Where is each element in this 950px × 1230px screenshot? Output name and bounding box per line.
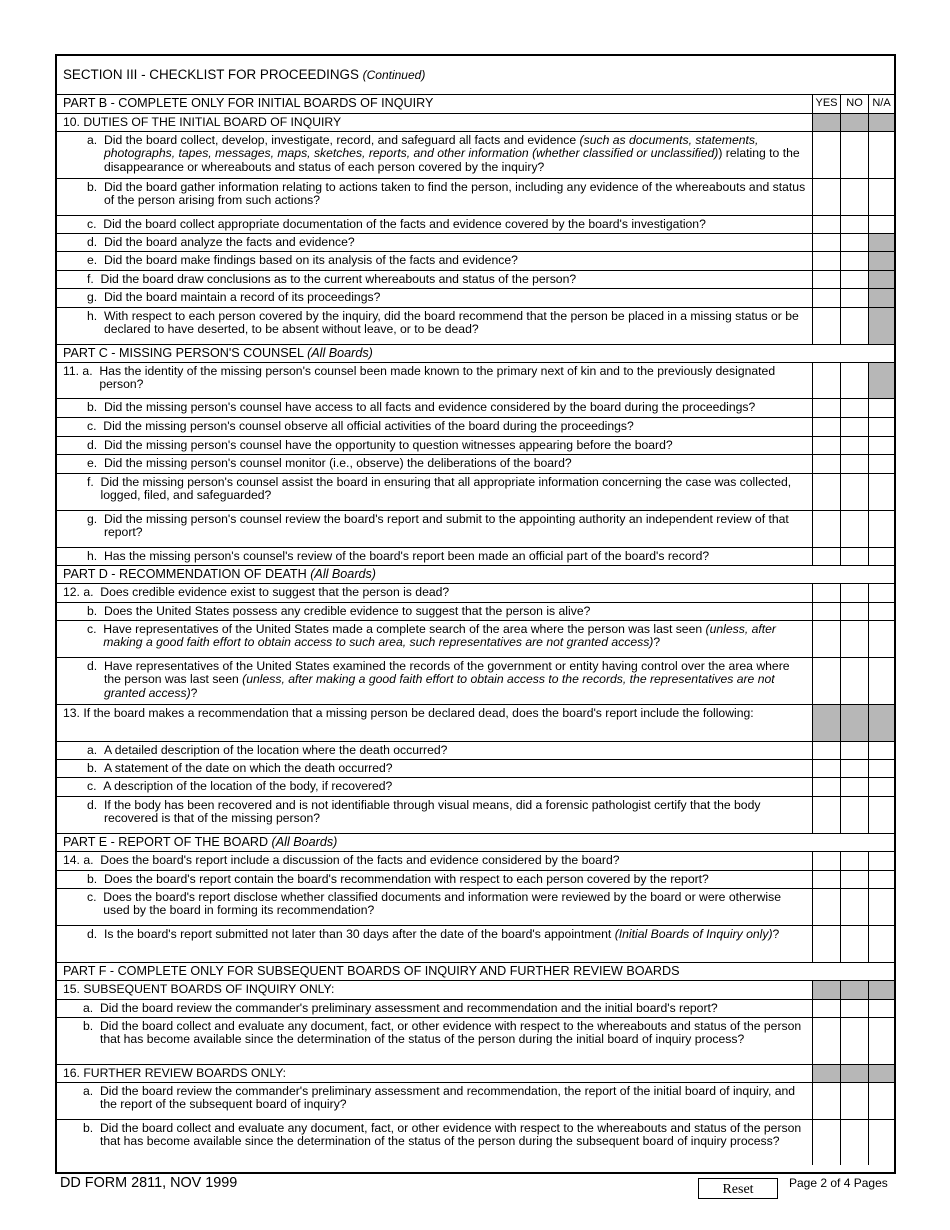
question-number: b. [87, 180, 104, 194]
na-checkbox [868, 252, 894, 270]
yes-checkbox[interactable] [812, 474, 840, 510]
yes-checkbox[interactable] [812, 797, 840, 833]
checklist-row [57, 288, 894, 307]
question-body: Did the board maintain a record of its proceedings? [103, 290, 381, 304]
question-body: 10. DUTIES OF THE INITIAL BOARD OF INQUIRY [63, 115, 342, 129]
checklist-row [57, 251, 894, 270]
section-title-row [57, 56, 894, 94]
question-text [57, 474, 813, 510]
na-checkbox[interactable] [868, 760, 894, 777]
part-header-text [57, 834, 894, 851]
no-checkbox[interactable] [840, 289, 868, 307]
no-checkbox[interactable] [840, 871, 868, 888]
question-text [57, 363, 813, 398]
question-text [57, 1018, 813, 1064]
question-body: Have representatives of the United States made a complete search of the area where the person was last seen (unless, after making a good faith effort to obtain access to such area, such representatives are not granted access)? [103, 622, 776, 650]
question-number: c. [87, 217, 104, 231]
question-body: Did the missing person's counsel review the board's report and submit to the appointing authority an independent review of that report? [103, 512, 789, 540]
checklist-row [57, 233, 894, 251]
yes-checkbox[interactable] [812, 778, 840, 796]
no-checkbox [840, 705, 868, 741]
question-number: a. [87, 743, 104, 757]
no-checkbox[interactable] [840, 584, 868, 602]
no-checkbox[interactable] [840, 760, 868, 777]
yes-column-label: YES [812, 95, 840, 113]
na-checkbox [868, 705, 894, 741]
question-body: Did the board collect and evaluate any document, fact, or other evidence with respect to the whereabouts and status of the person that has become available since the determination of the status of the person during the subsequent board of inquiry process? [99, 1121, 802, 1149]
part-header-row [57, 962, 894, 980]
no-checkbox[interactable] [840, 179, 868, 215]
checklist-row [57, 583, 894, 602]
question-body: Did the board collect and evaluate any document, fact, or other evidence with respect to the whereabouts and status of the person that has become available since the determination of the status of the person during the initial board of inquiry process? [99, 1019, 802, 1047]
question-number: a. [83, 1084, 100, 1098]
question-number: b. [87, 872, 104, 886]
question-body: PART F - COMPLETE ONLY FOR SUBSEQUENT BOARDS OF INQUIRY AND FURTHER REVIEW BOARDS [63, 964, 680, 978]
form-id: DD FORM 2811, NOV 1999 [60, 1175, 238, 1191]
no-checkbox[interactable] [840, 852, 868, 870]
yes-checkbox[interactable] [812, 216, 840, 233]
checklist-row [57, 704, 894, 741]
na-checkbox[interactable] [868, 797, 894, 833]
question-text [57, 742, 813, 759]
yes-checkbox[interactable] [812, 658, 840, 704]
yes-checkbox[interactable] [812, 1120, 840, 1165]
yes-checkbox[interactable] [812, 132, 840, 178]
question-body: Does the board's report include a discussion of the facts and evidence considered by the board? [100, 853, 620, 867]
yes-checkbox[interactable] [812, 852, 840, 870]
yes-checkbox[interactable] [812, 584, 840, 602]
question-text [57, 1083, 813, 1119]
question-text [57, 114, 813, 131]
question-number: b. [87, 400, 104, 414]
question-number: e. [87, 253, 104, 267]
checklist-form [55, 54, 896, 1174]
question-text [57, 760, 813, 777]
question-body: Does credible evidence exist to suggest that the person is dead? [100, 585, 450, 599]
yes-checkbox[interactable] [812, 760, 840, 777]
question-number: 11. a. [63, 364, 100, 378]
question-body: PART B - COMPLETE ONLY FOR INITIAL BOARDS OF INQUIRY [63, 96, 434, 110]
question-body: Does the board's report disclose whether classified documents and information were reviewed by the board or were otherwise used by the board in forming its recommendation? [103, 890, 781, 918]
checklist-row [57, 362, 894, 398]
checklist-row [57, 398, 894, 417]
no-checkbox[interactable] [840, 778, 868, 796]
question-number: c. [87, 890, 104, 904]
na-checkbox[interactable] [868, 399, 894, 417]
no-checkbox[interactable] [840, 308, 868, 344]
checklist-row [57, 454, 894, 473]
no-checkbox[interactable] [840, 1120, 868, 1165]
question-body: Does the board's report contain the board's recommendation with respect to each person covered by the report? [103, 872, 709, 886]
question-body: Did the missing person's counsel have access to all facts and evidence considered by the board during the proceedings? [103, 400, 756, 414]
yes-checkbox[interactable] [812, 926, 840, 962]
question-text [57, 252, 813, 270]
question-text [57, 455, 813, 473]
question-body: A description of the location of the body, if recovered? [103, 779, 393, 793]
yes-checkbox[interactable] [812, 308, 840, 344]
question-text [57, 584, 813, 602]
checklist-row [57, 870, 894, 888]
na-checkbox[interactable] [868, 1120, 894, 1165]
yes-checkbox[interactable] [812, 603, 840, 620]
checklist-row [57, 1082, 894, 1119]
checklist-row [57, 980, 894, 999]
question-number: 14. a. [63, 853, 101, 867]
na-checkbox [868, 363, 894, 398]
checklist-row [57, 270, 894, 288]
yes-checkbox[interactable] [812, 437, 840, 454]
na-checkbox[interactable] [868, 778, 894, 796]
yes-checkbox[interactable] [812, 1000, 840, 1017]
question-body: Is the board's report submitted not later than 30 days after the date of the board's appointment (Initial Boards of Inquiry only)? [103, 927, 780, 941]
na-checkbox[interactable] [868, 603, 894, 620]
question-body: PART E - REPORT OF THE BOARD (All Boards) [63, 835, 338, 849]
question-body: Did the board collect, develop, investigate, record, and safeguard all facts and evidence (such as documents, statements, photographs, tapes, messages, maps, sketches, reports, and other information (whether classified or unclassified)) relating to the disappearance or whereabouts and status of each person covered by the inquiry? [103, 133, 800, 174]
checklist-row [57, 547, 894, 565]
no-checkbox[interactable] [840, 742, 868, 759]
no-checkbox[interactable] [840, 603, 868, 620]
na-checkbox [868, 234, 894, 251]
na-column-label: N/A [868, 95, 894, 113]
na-checkbox[interactable] [868, 1083, 894, 1119]
question-body: PART D - RECOMMENDATION OF DEATH (All Boards) [63, 567, 377, 581]
no-checkbox[interactable] [840, 1083, 868, 1119]
checklist-row [57, 417, 894, 436]
no-checkbox [840, 981, 868, 999]
checklist-row [57, 602, 894, 620]
question-body: Did the board draw conclusions as to the current whereabouts and status of the person? [100, 272, 577, 286]
question-text [57, 981, 813, 999]
question-text [57, 418, 813, 436]
na-checkbox[interactable] [868, 658, 894, 704]
no-checkbox [840, 114, 868, 131]
question-number: f. [87, 272, 101, 286]
na-checkbox[interactable] [868, 742, 894, 759]
question-number: a. [87, 133, 104, 147]
checklist-row [57, 473, 894, 510]
no-checkbox[interactable] [840, 926, 868, 962]
na-checkbox [868, 271, 894, 288]
na-checkbox[interactable] [868, 437, 894, 454]
question-body: PART C - MISSING PERSON'S COUNSEL (All Boards) [63, 346, 373, 360]
question-number: h. [87, 549, 104, 563]
question-body: Did the board review the commander's preliminary assessment and recommendation and the initial board's report? [99, 1001, 718, 1015]
question-text [57, 132, 813, 178]
yes-checkbox[interactable] [812, 252, 840, 270]
part-header-text [57, 345, 894, 362]
question-text [57, 926, 813, 962]
question-number: f. [87, 475, 101, 489]
question-number: d. [87, 659, 104, 673]
question-body: 16. FURTHER REVIEW BOARDS ONLY: [63, 1066, 287, 1080]
question-number: d. [87, 927, 104, 941]
yes-checkbox[interactable] [812, 455, 840, 473]
na-checkbox[interactable] [868, 1018, 894, 1064]
question-text [57, 778, 813, 796]
na-checkbox[interactable] [868, 511, 894, 547]
question-text [57, 603, 813, 620]
yes-checkbox[interactable] [812, 289, 840, 307]
na-checkbox [868, 308, 894, 344]
checklist-row [57, 113, 894, 131]
na-checkbox[interactable] [868, 852, 894, 870]
no-checkbox[interactable] [840, 418, 868, 436]
question-number: 12. a. [63, 585, 101, 599]
question-body: With respect to each person covered by the inquiry, did the board recommend that the person be placed in a missing status or be declared to have deserted, to be absent without leave, or to be dead? [103, 309, 799, 337]
question-number: b. [83, 1121, 100, 1135]
part-header-row [57, 94, 894, 113]
checklist-row [57, 888, 894, 925]
yes-checkbox[interactable] [812, 363, 840, 398]
question-body: Did the board gather information relating to actions taken to find the person, including any evidence of the whereabouts and status of the person arising from such actions? [103, 180, 806, 208]
checklist-row [57, 657, 894, 704]
no-checkbox[interactable] [840, 621, 868, 657]
question-text [57, 1000, 813, 1017]
question-number: c. [87, 779, 104, 793]
question-text [57, 234, 813, 251]
yes-checkbox[interactable] [812, 271, 840, 288]
no-checkbox[interactable] [840, 271, 868, 288]
yes-checkbox[interactable] [812, 1018, 840, 1064]
no-checkbox[interactable] [840, 889, 868, 925]
part-header-row [57, 565, 894, 583]
checklist-row [57, 925, 894, 962]
no-checkbox[interactable] [840, 797, 868, 833]
question-body: Did the board collect appropriate documentation of the facts and evidence covered by the board's investigation? [103, 217, 706, 231]
yes-checkbox[interactable] [812, 399, 840, 417]
question-body: Did the board analyze the facts and evidence? [103, 235, 355, 249]
checklist-row [57, 307, 894, 344]
part-header-text [57, 566, 894, 583]
checklist-row [57, 1017, 894, 1064]
na-checkbox[interactable] [868, 584, 894, 602]
na-checkbox[interactable] [868, 926, 894, 962]
checklist-row [57, 215, 894, 233]
yes-checkbox[interactable] [812, 234, 840, 251]
question-text [57, 548, 813, 565]
na-checkbox[interactable] [868, 418, 894, 436]
na-checkbox[interactable] [868, 871, 894, 888]
question-body: Did the missing person's counsel observe all official activities of the board during the proceedings? [103, 419, 634, 433]
question-body: Did the board make findings based on its analysis of the facts and evidence? [103, 253, 518, 267]
question-text [57, 179, 813, 215]
yes-checkbox [812, 981, 840, 999]
no-checkbox[interactable] [840, 474, 868, 510]
part-header-row [57, 344, 894, 362]
checklist-row [57, 178, 894, 215]
question-text [57, 797, 813, 833]
checklist-row [57, 851, 894, 870]
no-checkbox[interactable] [840, 548, 868, 565]
question-number: b. [87, 761, 104, 775]
question-body: If the body has been recovered and is not identifiable through visual means, did a forensic pathologist certify that the body recovered is that of the missing person? [103, 798, 761, 826]
na-checkbox [868, 1065, 894, 1082]
question-number: h. [87, 309, 104, 323]
yes-checkbox[interactable] [812, 621, 840, 657]
question-body: Does the United States possess any credible evidence to suggest that the person is alive? [103, 604, 591, 618]
no-checkbox[interactable] [840, 399, 868, 417]
yes-checkbox [812, 1065, 840, 1082]
yes-checkbox[interactable] [812, 889, 840, 925]
yes-checkbox[interactable] [812, 742, 840, 759]
checklist-row [57, 1119, 894, 1165]
no-checkbox[interactable] [840, 234, 868, 251]
no-checkbox[interactable] [840, 1018, 868, 1064]
part-header-text [57, 95, 813, 113]
checklist-row [57, 741, 894, 759]
question-number: b. [87, 604, 104, 618]
question-number: c. [87, 419, 104, 433]
na-checkbox[interactable] [868, 621, 894, 657]
question-text [57, 658, 813, 704]
yes-checkbox[interactable] [812, 418, 840, 436]
question-body: Did the missing person's counsel monitor (i.e., observe) the deliberations of the board? [103, 456, 572, 470]
section-title-text: SECTION III - CHECKLIST FOR PROCEEDINGS [63, 67, 359, 82]
question-text [57, 1065, 813, 1082]
na-checkbox [868, 981, 894, 999]
na-checkbox[interactable] [868, 132, 894, 178]
question-text [57, 308, 813, 344]
na-checkbox[interactable] [868, 216, 894, 233]
yes-checkbox[interactable] [812, 1083, 840, 1119]
part-header-row [57, 833, 894, 851]
no-checkbox[interactable] [840, 437, 868, 454]
section-title-continued: (Continued) [362, 68, 426, 82]
checklist-row [57, 131, 894, 178]
checklist-row [57, 436, 894, 454]
question-number: c. [87, 622, 104, 636]
question-number: a. [83, 1001, 100, 1015]
part-header-text [57, 963, 894, 980]
yes-checkbox[interactable] [812, 871, 840, 888]
na-checkbox [868, 289, 894, 307]
checklist-row [57, 620, 894, 657]
question-text [57, 216, 813, 233]
na-checkbox[interactable] [868, 548, 894, 565]
reset-button[interactable]: Reset [698, 1178, 778, 1199]
na-checkbox[interactable] [868, 455, 894, 473]
na-checkbox[interactable] [868, 889, 894, 925]
question-body: Did the board review the commander's preliminary assessment and recommendation, the report of the initial board of inquiry, and the report of the subsequent board of inquiry? [99, 1084, 796, 1112]
question-number: d. [87, 798, 104, 812]
question-body: A detailed description of the location where the death occurred? [103, 743, 448, 757]
question-body: Did the missing person's counsel assist the board in ensuring that all appropriate information concerning the case was collected, logged, filed, and safeguarded? [100, 475, 792, 503]
no-column-label: NO [840, 95, 868, 113]
question-number: b. [83, 1019, 100, 1033]
question-body: Did the missing person's counsel have the opportunity to question witnesses appearing before the board? [103, 438, 673, 452]
na-checkbox[interactable] [868, 474, 894, 510]
yes-checkbox[interactable] [812, 548, 840, 565]
checklist-row [57, 777, 894, 796]
question-body: 13. If the board makes a recommendation that a missing person be declared dead, does the board's report include the following: [63, 706, 754, 720]
checklist-row [57, 1064, 894, 1082]
na-checkbox [868, 114, 894, 131]
yes-checkbox [812, 114, 840, 131]
question-body: 15. SUBSEQUENT BOARDS OF INQUIRY ONLY: [63, 982, 335, 996]
question-number: e. [87, 456, 104, 470]
no-checkbox[interactable] [840, 1000, 868, 1017]
no-checkbox[interactable] [840, 132, 868, 178]
question-text [57, 511, 813, 547]
question-number: g. [87, 290, 104, 304]
no-checkbox[interactable] [840, 511, 868, 547]
no-checkbox[interactable] [840, 216, 868, 233]
na-checkbox[interactable] [868, 179, 894, 215]
yes-checkbox[interactable] [812, 511, 840, 547]
question-text [57, 271, 813, 288]
no-checkbox [840, 1065, 868, 1082]
yes-checkbox[interactable] [812, 179, 840, 215]
question-body: Have representatives of the United States examined the records of the government or entity having control over the area where the person was last seen (unless, after making a good faith effort to obtain access to the records, the representatives are not granted access)? [103, 659, 790, 700]
no-checkbox[interactable] [840, 363, 868, 398]
checklist-row [57, 999, 894, 1017]
yes-checkbox [812, 705, 840, 741]
question-text [57, 289, 813, 307]
page-number: Page 2 of 4 Pages [789, 1176, 888, 1190]
checklist-row [57, 759, 894, 777]
checklist-row [57, 796, 894, 833]
question-text [57, 705, 813, 741]
section-title [57, 56, 894, 94]
question-text [57, 437, 813, 454]
no-checkbox[interactable] [840, 455, 868, 473]
question-number: d. [87, 438, 104, 452]
no-checkbox[interactable] [840, 252, 868, 270]
question-text [57, 1120, 813, 1165]
question-number: d. [87, 235, 104, 249]
question-text [57, 871, 813, 888]
question-number: g. [87, 512, 104, 526]
question-body: A statement of the date on which the death occurred? [103, 761, 393, 775]
question-body: Has the identity of the missing person's counsel been made known to the primary next of kin and to the previously designated person? [99, 364, 776, 392]
checklist-row [57, 510, 894, 547]
question-text [57, 852, 813, 870]
question-text [57, 621, 813, 657]
question-text [57, 399, 813, 417]
question-body: Has the missing person's counsel's review of the board's report been made an official part of the board's record? [103, 549, 710, 563]
no-checkbox[interactable] [840, 658, 868, 704]
question-text [57, 889, 813, 925]
na-checkbox[interactable] [868, 1000, 894, 1017]
